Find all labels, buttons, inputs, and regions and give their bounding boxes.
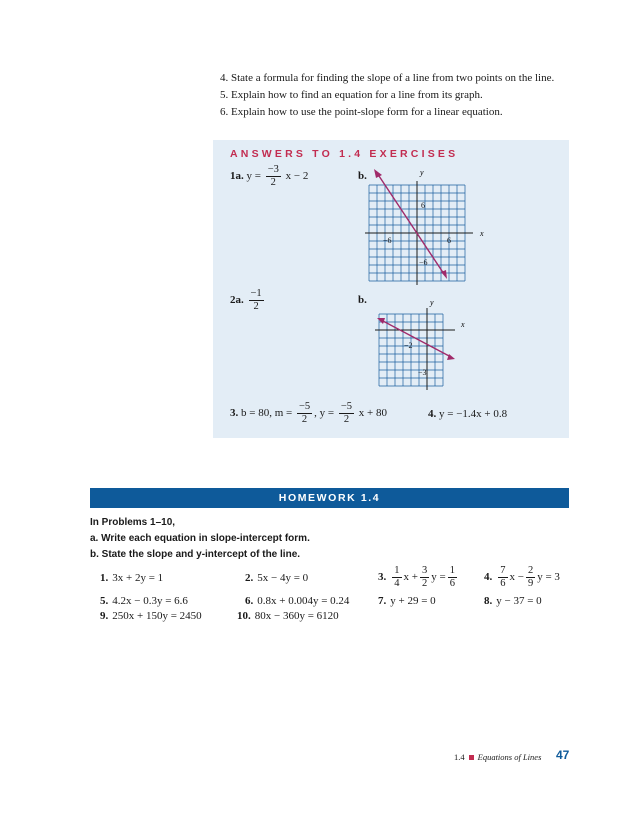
problem-6-number: 6. <box>245 595 254 607</box>
answer-2a-den: 2 <box>253 301 259 312</box>
problem-3-fraction-3 <box>448 565 457 590</box>
answer-3-num-1: −5 <box>298 401 311 412</box>
problem-4-number: 4. <box>484 571 493 584</box>
graph-2b-arrow-left <box>377 318 385 324</box>
graph-2b-x-label: x <box>461 320 465 329</box>
answers-title: ANSWERS TO 1.4 EXERCISES <box>230 148 459 160</box>
question-5: 5. Explain how to find an equation for a line from its graph. <box>220 89 483 101</box>
answer-3-fraction-1 <box>297 401 312 426</box>
answer-3 <box>230 401 387 426</box>
footer-section-title: Equations of Lines <box>477 752 542 762</box>
answer-2a-num: −1 <box>250 288 262 299</box>
answer-1a-pre: y = <box>246 170 261 183</box>
question-6: 6. Explain how to use the point-slope form for a linear equation. <box>220 106 503 118</box>
answer-3-label: 3. <box>230 407 239 420</box>
problem-3-mid-1: x + <box>403 571 418 584</box>
answer-2a-label: 2a. <box>230 294 244 307</box>
homework-item-b: b. State the slope and y-intercept of the line. <box>90 549 301 560</box>
problem-3-f2-num: 3 <box>421 565 428 576</box>
answer-1a-den: 2 <box>270 177 276 188</box>
page-number: 47 <box>556 748 570 762</box>
answer-2b-label: b. <box>358 294 367 306</box>
question-4: 4. State a formula for finding the slope of a line from two points on the line. <box>220 72 555 84</box>
answer-1b-label: b. <box>358 170 367 182</box>
problem-1-equation: 3x + 2y = 1 <box>112 572 164 584</box>
homework-item-a: a. Write each equation in slope-intercept form. <box>90 533 310 544</box>
problem-4-f2-den: 9 <box>527 578 534 589</box>
problem-5 <box>100 595 188 607</box>
answer-3-fraction-2 <box>339 401 354 426</box>
problem-4 <box>484 565 560 590</box>
answer-3-text2: , y = <box>314 407 335 420</box>
answer-3-text1: b = 80, m = <box>241 407 293 420</box>
problem-3-f1-den: 4 <box>394 578 400 589</box>
problem-7 <box>378 595 436 607</box>
problem-2-equation: 5x − 4y = 0 <box>257 572 309 584</box>
answer-1a-fraction <box>266 164 281 189</box>
footer-section <box>454 752 541 762</box>
problem-5-equation: 4.2x − 0.3y = 6.6 <box>112 595 188 607</box>
problem-7-equation: y + 29 = 0 <box>390 595 436 607</box>
answer-2a <box>230 288 266 313</box>
homework-title: HOMEWORK 1.4 <box>278 492 381 504</box>
problem-8 <box>484 595 542 607</box>
answer-3-den-2: 2 <box>343 414 350 425</box>
graph-2b-tick-b: −3 <box>418 368 427 377</box>
problem-2 <box>245 572 308 584</box>
graph-1b-tick-neg-x: −6 <box>383 236 392 245</box>
problem-2-number: 2. <box>245 572 254 584</box>
graph-2b-tick-a: −2 <box>404 341 413 350</box>
problem-4-fraction-1 <box>498 565 507 590</box>
answer-3-num-2: −5 <box>340 401 353 412</box>
answer-1a <box>230 164 308 189</box>
problem-10 <box>237 610 339 622</box>
square-bullet-icon <box>469 755 474 760</box>
problem-8-number: 8. <box>484 595 493 607</box>
problem-5-number: 5. <box>100 595 109 607</box>
answer-1a-label: 1a. <box>230 170 244 183</box>
graph-1b <box>363 168 493 286</box>
answer-3-den-1: 2 <box>301 414 308 425</box>
graph-1b-line <box>377 173 444 274</box>
homework-header <box>90 488 569 508</box>
problem-4-mid-2: y = 3 <box>537 571 560 584</box>
problem-3-number: 3. <box>378 571 387 584</box>
problem-1 <box>100 572 163 584</box>
graph-2b-line <box>381 320 451 357</box>
answer-4 <box>428 408 507 420</box>
problem-3-f3-num: 1 <box>449 565 455 576</box>
problem-3-f3-den: 6 <box>449 578 455 589</box>
problem-3-f2-den: 2 <box>421 578 428 589</box>
footer-section-number: 1.4 <box>454 752 465 762</box>
problem-6 <box>245 595 349 607</box>
answers-panel <box>213 140 569 438</box>
answer-3-text3: x + 80 <box>358 407 387 420</box>
problem-4-fraction-2 <box>526 565 535 590</box>
problem-7-number: 7. <box>378 595 387 607</box>
answer-1a-num: −3 <box>267 164 279 175</box>
graph-1b-arrow-top <box>374 169 382 178</box>
graph-1b-tick-pos-y: 6 <box>421 201 425 210</box>
graph-1b-tick-neg-y: −6 <box>419 258 428 267</box>
homework-intro: In Problems 1–10, <box>90 517 176 528</box>
answer-4-text: y = −1.4x + 0.8 <box>439 408 508 420</box>
graph-1b-y-label: y <box>420 168 424 177</box>
graph-1b-x-label: x <box>480 229 484 238</box>
problem-4-f1-den: 6 <box>500 578 506 589</box>
graph-1b-tick-pos-x: 6 <box>447 236 451 245</box>
problem-9 <box>100 610 202 622</box>
problem-4-f2-num: 2 <box>527 565 534 576</box>
graph-2b <box>373 297 473 393</box>
discussion-questions <box>220 70 554 121</box>
problem-3-mid-2: y = <box>431 571 446 584</box>
problem-3-fraction-1 <box>392 565 401 590</box>
problem-6-equation: 0.8x + 0.004y = 0.24 <box>257 595 350 607</box>
problem-10-equation: 80x − 360y = 6120 <box>254 610 339 622</box>
answer-2a-fraction <box>249 288 264 313</box>
problem-8-equation: y − 37 = 0 <box>496 595 542 607</box>
answer-1a-post: x − 2 <box>285 170 309 183</box>
problem-9-number: 9. <box>100 610 109 622</box>
problem-3-f1-num: 1 <box>394 565 400 576</box>
problem-1-number: 1. <box>100 572 109 584</box>
problem-9-equation: 250x + 150y = 2450 <box>112 610 202 622</box>
graph-2b-y-label: y <box>430 298 434 307</box>
problem-3 <box>378 565 459 590</box>
problem-10-number: 10. <box>237 610 251 622</box>
problem-4-f1-num: 7 <box>500 565 506 576</box>
problem-3-fraction-2 <box>420 565 429 590</box>
answer-4-label: 4. <box>428 408 437 420</box>
problem-4-mid-1: x − <box>509 571 524 584</box>
